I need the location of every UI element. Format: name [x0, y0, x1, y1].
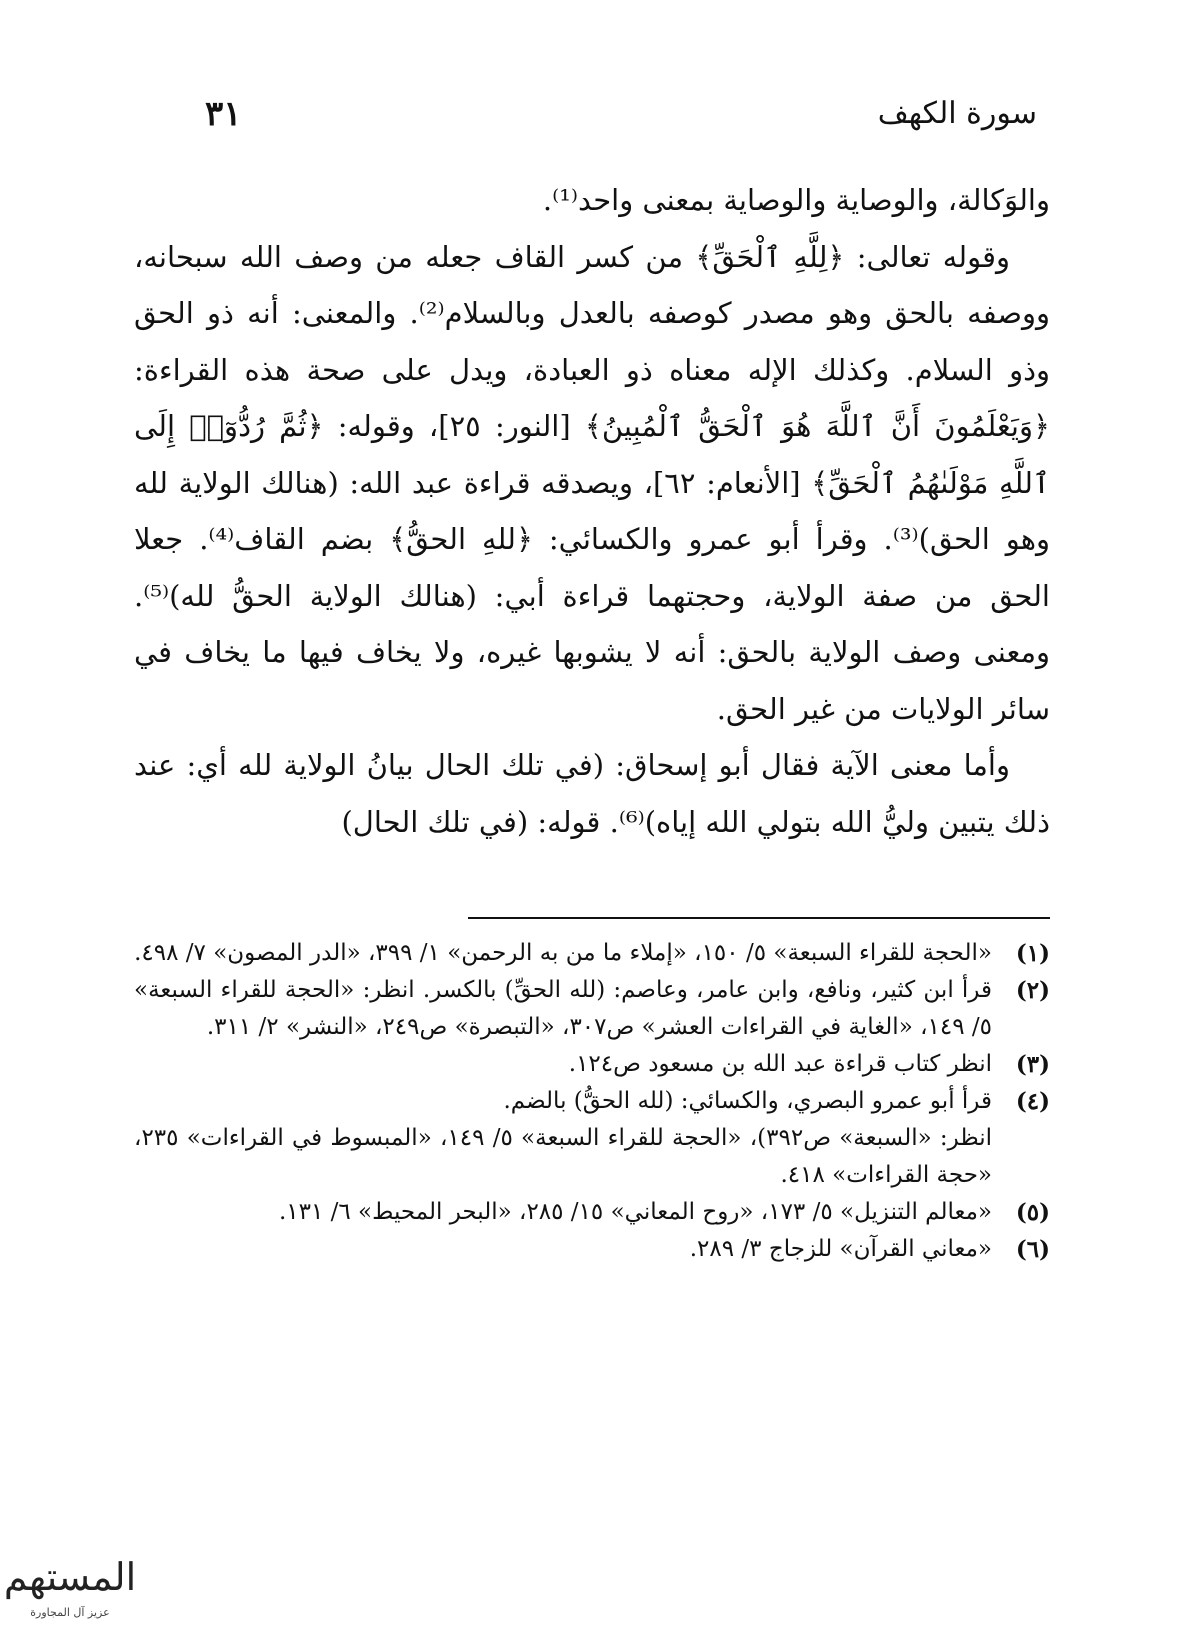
footnote-text: «الحجة للقراء السبعة» ٥/ ١٥٠، «إملاء ما من به الرحمن» ١/ ٣٩٩، «الدر المصون» ٧/ ٤٩٨.: [134, 940, 992, 966]
footnote: [134, 935, 1050, 972]
paragraph: وأما معنى الآية فقال أبو إسحاق: (في تلك الحال بيانُ الولاية لله أي: عند ذلك يتبين وليُّ الله بتولي الله إياه)⁽⁶⁾. قوله: (في تلك الحال): [134, 748, 1050, 839]
footnote-text: انظر: «السبعة» ص٣٩٢)، «الحجة للقراء السبعة» ٥/ ١٤٩، «المبسوط في القراءات» ٢٣٥، «حجة القراءات» ٤١٨.: [134, 1125, 992, 1188]
paragraph: والوَكالة، والوصاية والوصاية بمعنى واحد⁽¹⁾.: [542, 183, 1050, 217]
footnote-mark: (٢): [1015, 977, 1050, 1004]
footnote-mark: (٥): [1015, 1199, 1050, 1226]
footnote-text: انظر كتاب قراءة عبد الله بن مسعود ص١٢٤.: [568, 1051, 992, 1077]
footnote-mark: (٣): [1015, 1051, 1050, 1078]
paragraph: وقوله تعالى: ﴿لِلَّهِ ٱلْحَقِّ﴾ من كسر القاف جعله من وصف الله سبحانه، ووصفه بالحق وهو مصدر كوصفه بالعدل وبالسلام⁽²⁾. والمعنى: أنه ذو الحق وذو السلام. وكذلك الإله معناه ذو العبادة، ويدل على صحة هذه القراءة: ﴿وَيَعْلَمُونَ أَنَّ ٱللَّهَ هُوَ ٱلْحَقُّ ٱلْمُبِينُ﴾ [النور: ٢٥]، وقوله: ﴿ثُمَّ رُدُّوٓا۟ إِلَى ٱللَّهِ مَوْلَىٰهُمُ ٱلْحَقِّ﴾ [الأنعام: ٦٢]، ويصدقه قراءة عبد الله: (هنالك الولاية لله وهو الحق)⁽³⁾. وقرأ أبو عمرو والكسائي: ﴿للهِ الحقُّ﴾ بضم القاف⁽⁴⁾. جعلا الحق من صفة الولاية، وحجتهما قراءة أبي: (هنالك الولاية الحقُّ لله)⁽⁵⁾. ومعنى وصف الولاية بالحق: أنه لا يشوبها غيره، ولا يخاف فيها ما يخاف في سائر الولايات من غير الحق.: [134, 239, 1051, 726]
footnote-mark: (٤): [1015, 1088, 1050, 1115]
main-text: [134, 172, 1050, 850]
footnote: [134, 1194, 1050, 1231]
footnote: [134, 1120, 1050, 1194]
footnote-mark: (١): [1015, 940, 1050, 967]
page-number: ٣١: [205, 94, 242, 134]
footnote: [134, 1046, 1050, 1083]
footnote-text: «معاني القرآن» للزجاج ٣/ ٢٨٩.: [689, 1236, 992, 1262]
footnote-text: قرأ أبو عمرو البصري، والكسائي: (لله الحقُّ) بالضم.: [503, 1088, 992, 1114]
footnote-separator: [468, 917, 1050, 919]
footnote-mark: [992, 1120, 1050, 1194]
footnote-text: «معالم التنزيل» ٥/ ١٧٣، «روح المعاني» ١٥/ ٢٨٥، «البحر المحيط» ٦/ ١٣١.: [278, 1199, 992, 1225]
footnote: [134, 1083, 1050, 1120]
watermark-logo: [0, 1528, 140, 1650]
footnote: [134, 1231, 1050, 1268]
surah-title: سورة الكهف: [877, 96, 1037, 131]
footnote: [134, 972, 1050, 1046]
footnote-mark: (٦): [1015, 1236, 1050, 1263]
footnote-text: قرأ ابن كثير، ونافع، وابن عامر، وعاصم: (لله الحقِّ) بالكسر. انظر: «الحجة للقراء السبعة» ٥/ ١٤٩، «الغاية في القراءات العشر» ص٣٠٧، «التبصرة» ص٢٤٩، «النشر» ٢/ ٣١١.: [134, 977, 992, 1040]
watermark-text: المستهم: [3, 1555, 137, 1599]
footnotes: [134, 935, 1050, 1268]
watermark-subtext: عزيز آل المجاورة: [30, 1606, 110, 1619]
